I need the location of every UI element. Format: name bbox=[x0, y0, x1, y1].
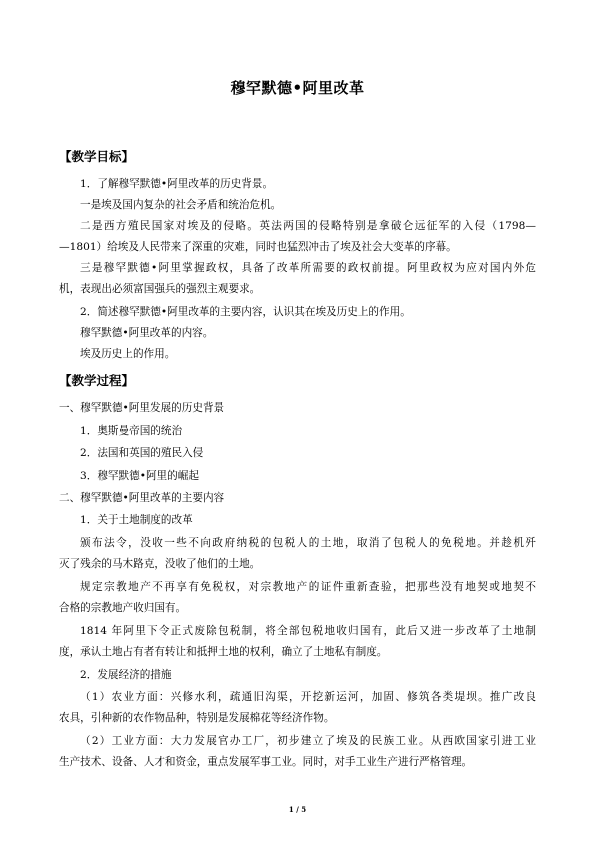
process-line: 1814 年阿里下令正式废除包税制，将全部包税地收归国有，此后又进一步改革了土地制 bbox=[80, 625, 536, 637]
goals-heading: 【教学目标】 bbox=[59, 149, 135, 164]
process-line: 灭了残余的马木路克，没收了他们的土地。 bbox=[59, 558, 261, 570]
process-line: （1）农业方面：兴修水利，疏通旧沟渠，开挖新运河，加固、修筑各类堤坝。推广改良 bbox=[80, 691, 536, 703]
process-line: 1．关于土地制度的改革 bbox=[80, 514, 193, 526]
process-heading: 【教学过程】 bbox=[59, 373, 135, 388]
goal-line: 二是西方殖民国家对埃及的侵略。英法两国的侵略特别是拿破仑远征军的入侵（1798— bbox=[80, 220, 536, 232]
process-line: 2．法国和英国的殖民入侵 bbox=[80, 447, 204, 459]
process-line: 颁布法令，没收一些不向政府纳税的包税人的土地，取消了包税人的免税地。并趁机歼 bbox=[80, 537, 536, 549]
process-line: 一、穆罕默德•阿里发展的历史背景 bbox=[59, 402, 225, 414]
process-line: 合格的宗教地产收归国有。 bbox=[59, 602, 187, 614]
goal-line: 2．简述穆罕默德•阿里改革的主要内容，认识其在埃及历史上的作用。 bbox=[80, 306, 411, 318]
process-line: 1．奥斯曼帝国的统治 bbox=[80, 425, 183, 437]
process-line: 生产技术、设备、人才和资金，重点发展军事工业。同时，对手工业生产进行严格管理。 bbox=[59, 756, 473, 768]
goal-line: 一是埃及国内复杂的社会矛盾和统治危机。 bbox=[80, 199, 282, 211]
page-title: 穆罕默德•阿里改革 bbox=[230, 79, 365, 97]
page-number: 1 / 5 bbox=[288, 805, 307, 814]
process-line: 农具，引种新的农作物品种，特别是发展棉花等经济作物。 bbox=[59, 712, 335, 724]
goal-line: 穆罕默德•阿里改革的内容。 bbox=[80, 327, 214, 339]
goal-line: 三是穆罕默德•阿里掌握政权，具备了改革所需要的政权前提。阿里政权为应对国内外危 bbox=[80, 262, 536, 274]
process-line: 3．穆罕默德•阿里的崛起 bbox=[80, 470, 199, 482]
goal-line: 机，表现出必须富国强兵的强烈主观要求。 bbox=[59, 283, 261, 295]
process-line: 度，承认土地占有者有转让和抵押土地的权利，确立了土地私有制度。 bbox=[59, 646, 388, 658]
process-line: （2）工业方面：大力发展官办工厂，初步建立了埃及的民族工业。从西欧国家引进工业 bbox=[80, 735, 536, 747]
goal-line: 1．了解穆罕默德•阿里改革的历史背景。 bbox=[80, 178, 274, 190]
goal-line: —1801）给埃及人民带来了深重的灾难，同时也猛烈冲击了埃及社会大变革的序幕。 bbox=[59, 241, 457, 253]
process-line: 规定宗教地产不再享有免税权，对宗教地产的证件重新查验，把那些没有地契或地契不 bbox=[80, 581, 536, 593]
process-line: 二、穆罕默德•阿里改革的主要内容 bbox=[59, 492, 225, 504]
process-line: 2．发展经济的措施 bbox=[80, 669, 172, 681]
goal-line: 埃及历史上的作用。 bbox=[80, 348, 176, 360]
